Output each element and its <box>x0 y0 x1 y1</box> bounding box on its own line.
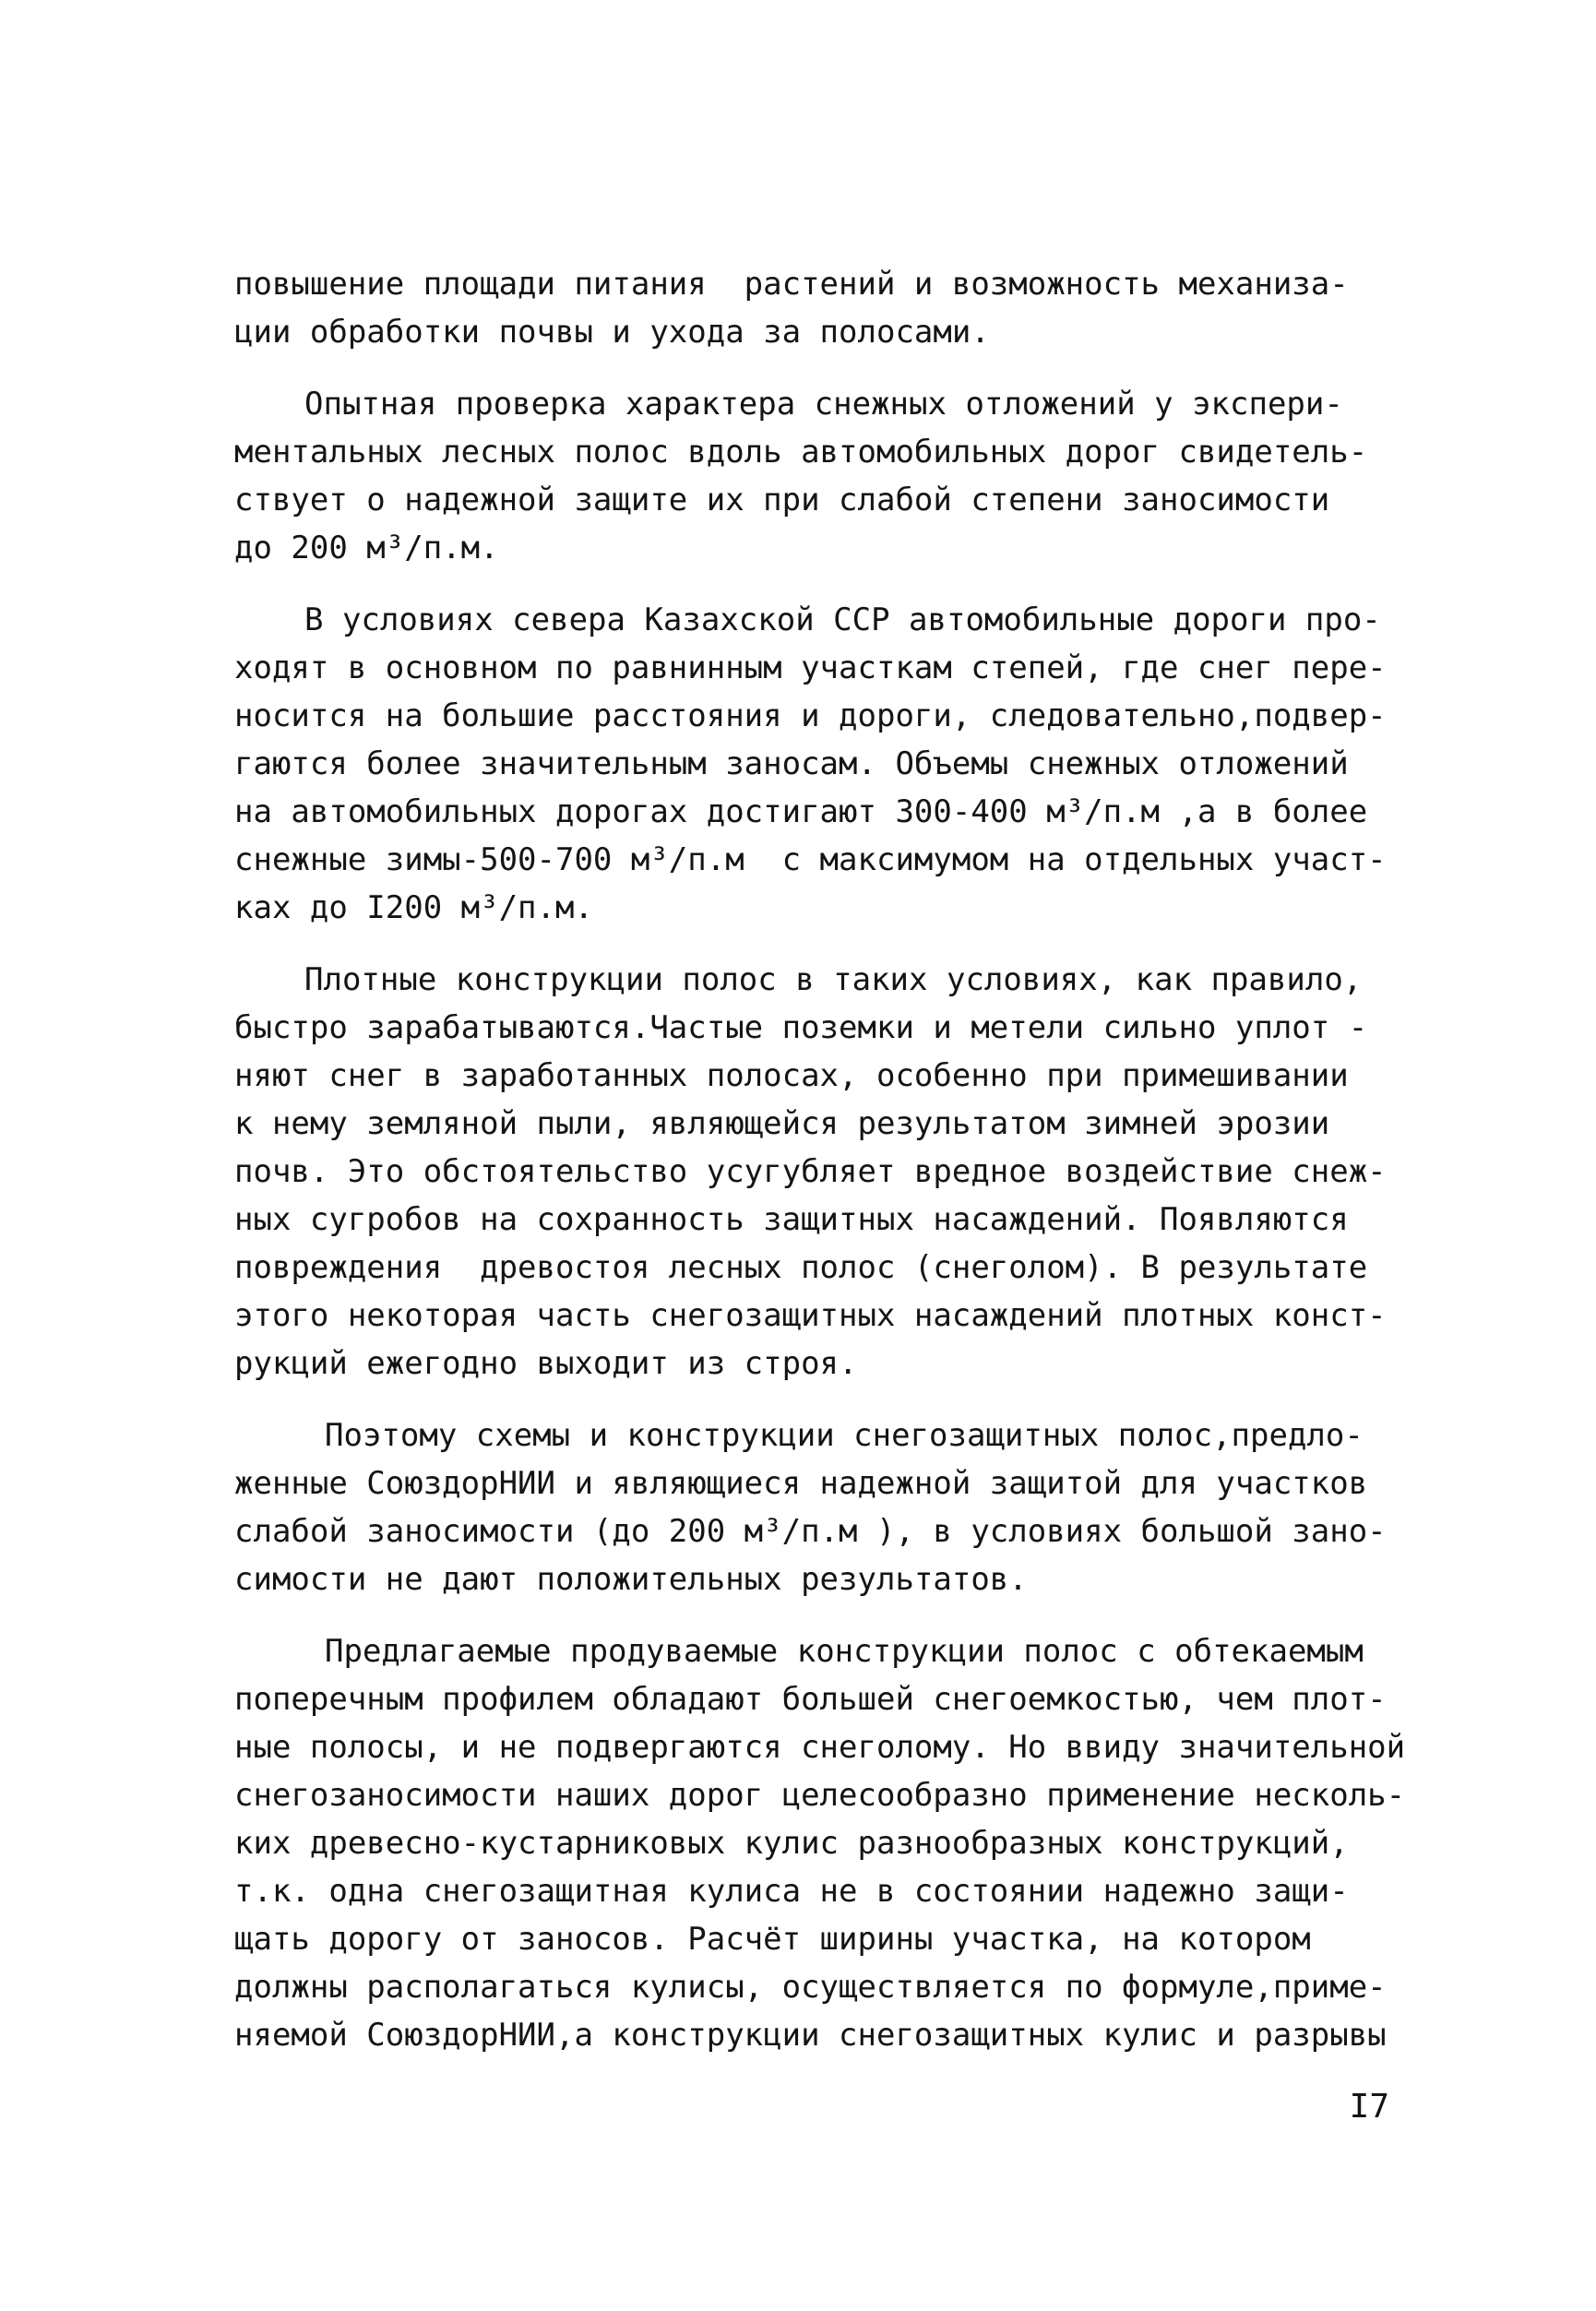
text-line: гаются более значительным заносам. Объемы снежных отложений <box>234 745 1349 782</box>
text-line: до 200 м³/п.м. <box>234 530 499 566</box>
text-line: рукций ежегодно выходит из строя. <box>234 1345 858 1382</box>
text-line: снегозаносимости наших дорог целесообразно применение несколь- <box>234 1777 1406 1814</box>
text-line: снежные зимы-500-700 м³/п.м с максимумом на отдельных участ- <box>234 841 1387 878</box>
text-line: В условиях севера Казахской ССР автомобильные дороги про- <box>304 602 1381 638</box>
text-line: ках до I200 м³/п.м. <box>234 889 593 926</box>
text-line: Предлагаемые продуваемые конструкции полос с обтекаемым <box>325 1633 1364 1670</box>
text-line: т.к. одна снегозащитная кулиса не в состоянии надежно защи- <box>234 1873 1349 1910</box>
text-line: почв. Это обстоятельство усугубляет вредное воздействие снеж- <box>234 1153 1387 1190</box>
text-line: Опытная проверка характера снежных отложений у экспери- <box>304 386 1343 423</box>
text-line: няемой СоюздорНИИ,а конструкции снегозащитных кулис и разрывы <box>234 2017 1387 2054</box>
text-line: носится на большие расстояния и дороги, следовательно,подвер- <box>234 697 1387 734</box>
paragraph-3 <box>234 596 1434 932</box>
paragraph-1 <box>234 260 1434 356</box>
text-line: Поэтому схемы и конструкции снегозащитных полос,предло- <box>325 1417 1364 1454</box>
text-line: слабой заносимости (до 200 м³/п.м ), в условиях большой зано- <box>234 1513 1387 1550</box>
text-line: ментальных лесных полос вдоль автомобильных дорог свидетель- <box>234 434 1368 471</box>
text-line: ходят в основном по равнинным участкам степей, где снег пере- <box>234 649 1387 686</box>
paragraph-4 <box>234 956 1434 1388</box>
text-line: повышение площади питания растений и возможность механиза- <box>234 266 1349 303</box>
text-line: Плотные конструкции полос в таких условиях, как правило, <box>304 961 1363 998</box>
paragraph-6 <box>234 1627 1434 2059</box>
text-line: ции обработки почвы и ухода за полосами. <box>234 314 990 351</box>
text-line: ких древесно-кустарниковых кулис разнообразных конструкций, <box>234 1825 1349 1862</box>
body-text <box>234 260 1434 2083</box>
paragraph-2 <box>234 380 1434 572</box>
text-line: женные СоюздорНИИ и являющиеся надежной защитой для участков <box>234 1465 1368 1502</box>
page-number: I7 <box>1349 2088 1389 2126</box>
text-line: щать дорогу от заносов. Расчёт ширины участка, на котором <box>234 1921 1311 1958</box>
text-line: симости не дают положительных результатов. <box>234 1561 1028 1598</box>
text-line: повреждения древостоя лесных полос (снеголом). В результате <box>234 1249 1368 1286</box>
text-line: ствует о надежной защите их при слабой степени заносимости <box>234 482 1330 518</box>
text-line: к нему земляной пыли, являющейся результатом зимней эрозии <box>234 1105 1330 1142</box>
text-line: поперечным профилем обладают большей снегоемкостью, чем плот- <box>234 1681 1387 1718</box>
text-line: няют снег в заработанных полосах, особенно при примешивании <box>234 1057 1349 1094</box>
text-line: ные полосы, и не подвергаются снеголому. Но ввиду значительной <box>234 1729 1406 1766</box>
text-line: должны располагаться кулисы, осуществляется по формуле,приме- <box>234 1969 1387 2006</box>
text-line: этого некоторая часть снегозащитных насаждений плотных конст- <box>234 1297 1387 1334</box>
text-line: быстро зарабатываются.Частые поземки и метели сильно уплот - <box>234 1009 1368 1046</box>
text-line: на автомобильных дорогах достигают 300-400 м³/п.м ,а в более <box>234 793 1368 830</box>
paragraph-5 <box>234 1412 1434 1603</box>
text-line: ных сугробов на сохранность защитных насаждений. Появляются <box>234 1201 1349 1238</box>
